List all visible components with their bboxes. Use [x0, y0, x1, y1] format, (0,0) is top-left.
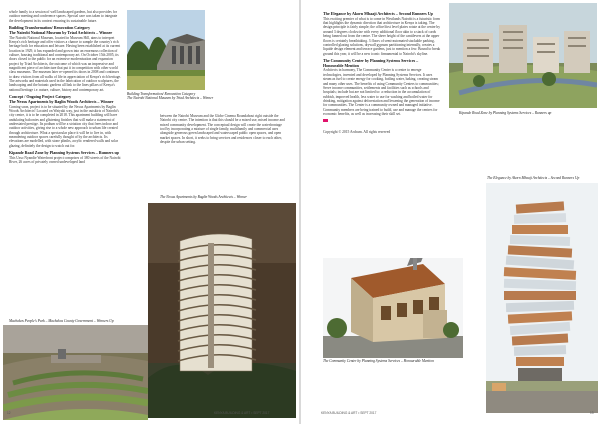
- community-photo: [323, 258, 463, 358]
- museum-caption: [127, 92, 222, 101]
- section-subheading: The Nairobi National Museum by Triad Architects – Winner: [9, 29, 113, 35]
- footer-right: KENYA BUILDING & ART • SEPT 2017: [321, 411, 377, 415]
- nexus-paragraph: Coming soon, project is to be situated by the Nexus Apartments by Baglin Woods Architects! Located on Waiyaki way, just in the outskirts of Nairobi's city centre, it is to be completed in 2018. This apartment building will have undulating balconies and glistening finishes that will make a statement of understated prestige. Its podium will be a striation city that frees indoor and outdoor activities, giving rise to a whole new approach to urban life created through architecture. What a spectacular place it will be to live in, with meandering outdoor spaces carefully thought of by the architects. Its elevations are modelled, with stone plinths, acrylic rendered walls and solar glazing, definitely the design to watch out for.: [9, 104, 119, 148]
- footer-left: KENYA BUILDING & ART • SEPT 2017: [214, 411, 270, 415]
- museum-paragraph: The Nairobi National Museum, located in Museum Hill, aims to interpret Kenya's rich heritage and offer visitors a chance to sample the country's rich heritage both for education and leisure. Having been established at its current location in 1929, it has expanded and grown into an enormous collection of culture, housing traditional and contemporary art. On October 15th 2005, its doors closed to the public for an extensive modernisation and expansion project by Triad Architects, the outcome of which was an impressive and magnificent piece of architecture that put it in competition with other world class museums. The museum later re-opened its doors in 2008 and continues to draw visitors from all walks of life in appreciation of Kenya's rich heritage. The artworks and materials used in the fabrication of outdoor sculptures, the landscaping and the botanic gardens all link to the lines pillars of Kenya's national heritage i.e. nature, culture, history and contemporary art.: [9, 35, 122, 92]
- page-number-left: 12: [7, 411, 11, 415]
- intro-paragraph: whole family to a session of well landscaped gardens, but also provides for outdoor meeting and conference spaces. Special care was taken to integrate the development in its context ensuring its sustainable future.: [9, 10, 118, 23]
- copyright-line: Copyright © 2015 Archum. All rights reserved: [323, 129, 391, 134]
- section-heading: Concept / Ongoing Project Category: [9, 94, 72, 100]
- section-heading: [323, 59, 441, 69]
- community-heading-line-1: The Community Center by Planning Systems Services –: [323, 57, 419, 63]
- community-caption: The Community Center by Planning Systems Services – Honourable Mention: [323, 359, 434, 363]
- left-page: [0, 0, 299, 424]
- park-photo: [3, 325, 148, 420]
- section-subheading: The Nexus Apartments by Baglin Woods Architects – Winner: [9, 98, 114, 104]
- museum-caption-line-1: Building Transformation/ Renovation Category: [127, 92, 196, 96]
- left-column-1: [9, 10, 122, 168]
- community-paragraph: Architects in harmony, The Community Center is a centre to emerge technologies, invented and developed by Planning Systems Services. It uses steam as fuel to create energy for cooking, boiling water, baking, creating steam and many other uses. The benefits of using Community Centers to communities; Serve income communities, settlements and facilities such as schools and hospitals; include but are not limited to: a reduction in the accumulation of rubbish, improved health, less water to use for washing and boiled water for drinking, mitigation against deforestation and lessening the generation of income for communities. The Center is a community owned and managed initiative. Community members are being trained to build, use and manage the centres for economic benefits, as well as increasing their skill set.: [323, 68, 440, 116]
- left-column-2: [160, 114, 285, 147]
- kipande-continued: between the Nairobi Museum and the Globe Cinema Roundabout right outside the Nairobi city centre. The intention is that this should be a mixed use, mixed income and mixed community development. The conceptual design will create the waterfrontage tool by incorporating a mixture of single family, multifamily and commercial uses alongside generous green landscaped and waterscaped public open spaces, and open market spaces. In short, it seeks to bring services and residences closer to each other, despite the urban setting.: [160, 114, 285, 145]
- right-column-1: [323, 12, 441, 137]
- community-heading-line-2: Honourable Mention: [323, 62, 359, 68]
- park-caption: Machakos People's Park – Machakos County Government – Winners Up: [9, 319, 114, 323]
- elegance-photo: [486, 183, 598, 413]
- kipande-photo: [449, 3, 597, 108]
- museum-caption-line-2: The Nairobi National Museum by Triad Architects – Winner: [127, 96, 214, 101]
- page-number-right: 13: [590, 411, 594, 415]
- kipande-caption: Kipande Road Zone by Planning Systems Services – Runners up: [459, 111, 552, 115]
- end-mark: [323, 119, 328, 122]
- nexus-photo: [148, 203, 296, 418]
- nexus-caption: The Nexus Apartments by Baglin Woods Architects – Winner: [160, 195, 247, 199]
- right-page: [301, 0, 600, 424]
- elegance-paragraph: This exciting premier of what is to come in Westlands Nairobi is a futuristic form that highlights the dynamic direction that architecture in Kenya is taking. The design principle is fairly simple; the office/first level plates rotate at the centre by around 3 degrees clockwise with every additional floor akin to a stack of cards being fanned out from the centre. The sheer height of the cantilevers at the upper floors is certainly breathtaking. 3 floors of semi-automated stackable parking, controlled glazing solutions, drywall gypsum partitioning internally, creates a liquide design element and terrace gardens, just to mention a few. Bound to break ground this year, it will be a new iconic firmamental to Nairobi's skyline.: [323, 16, 441, 56]
- museum-photo: [127, 10, 205, 90]
- elegance-caption: The Elegance by Akorn Mbaaji Architects – Second Runners Up: [487, 176, 580, 180]
- section-heading: Building Transformation/ Renovation Category: [9, 25, 91, 31]
- kipande-paragraph: This Usso Nyandie Waterfront project comprises of 380 streets of the Nairobi River, 26 acres of privately owned undeveloped land: [9, 155, 121, 165]
- section-subheading: Kipande Road Zone by Planning Systems Services – Runners up: [9, 150, 119, 156]
- section-heading: The Elegance by Akorn Mbaaji Architects – Second Runners Up: [323, 11, 433, 16]
